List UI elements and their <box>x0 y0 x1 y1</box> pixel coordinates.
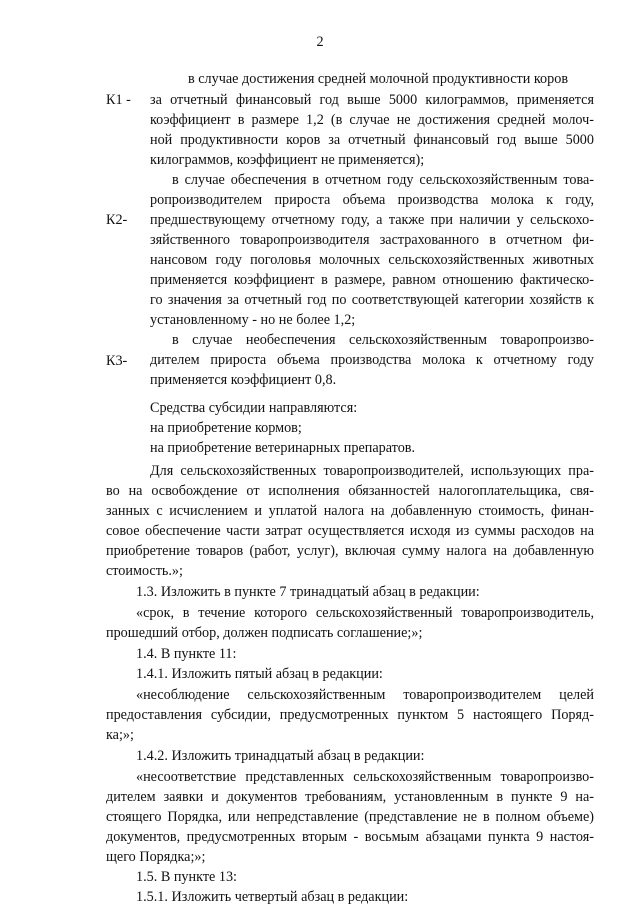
page-number: 2 <box>316 34 324 50</box>
k2-line: го значения за отчетный год по соответствующей категории хозяйств к <box>150 292 594 308</box>
body-line: 1.4.2. Изложить тринадцатый абзац в редакции: <box>136 748 425 764</box>
k1-label: К1 - <box>106 92 131 108</box>
k3-line: дителем прироста объема производства молока к отчетному году <box>150 352 594 368</box>
k1-line: ной продуктивности коров за отчетный финансовый год выше 5000 <box>150 132 594 148</box>
k1-line: коэффициент в размере 1,2 (в случае не достижения средней молоч- <box>150 112 594 128</box>
k2-line: зяйственного товаропроизводителя застрахованного в отчетном фи- <box>150 232 594 248</box>
body-line: «несоответствие представленных сельскохозяйственным товаропроизво- <box>136 769 594 785</box>
k3-line: применяется коэффициент 0,8. <box>150 372 337 388</box>
body-line: 1.3. Изложить в пункте 7 тринадцатый абзац в редакции: <box>136 584 480 600</box>
body-line: Для сельскохозяйственных товаропроизводителей, использующих пра- <box>150 463 594 479</box>
body-line: «несоблюдение сельскохозяйственным товаропроизводителем целей <box>136 687 594 703</box>
subsidy-line: на приобретение ветеринарных препаратов. <box>150 440 416 456</box>
body-line: 1.5.1. Изложить четвертый абзац в редакции: <box>136 889 409 905</box>
body-line: прошедший отбор, должен подписать соглашение;»; <box>106 625 423 641</box>
body-line: во на освобождение от исполнения обязанностей налогоплательщика, свя- <box>106 483 594 499</box>
k2-line: предшествующему отчетному году, а также при наличии у сельскохо- <box>150 212 594 228</box>
body-line: занных с исчислением и уплатой налога на добавленную стоимость, финан- <box>106 503 594 519</box>
k3-label: К3- <box>106 353 128 369</box>
body-line: документов, предусмотренных вторым - восьмым абзацами пункта 9 настоя- <box>106 829 594 845</box>
k1-line: в случае достижения средней молочной продуктивности коров <box>188 71 569 87</box>
body-line: «срок, в течение которого сельскохозяйственный товаропроизводитель, <box>136 605 594 621</box>
body-line: предоставления субсидии, предусмотренных пунктом 5 настоящего Поряд- <box>106 707 594 723</box>
k1-line: килограммов, коэффициент не применяется); <box>150 152 425 168</box>
k2-line: ропроизводителем прироста объема производства молока к году, <box>150 192 594 208</box>
body-line: ка;»; <box>106 727 134 743</box>
k2-line: нансовом году поголовья молочных сельскохозяйственных животных <box>150 252 594 268</box>
body-line: дителем заявки и документов требованиям, установленным в пункте 9 на- <box>106 789 594 805</box>
k3-line: в случае необеспечения сельскохозяйственным товаропроизво- <box>172 332 594 348</box>
body-line: совое обеспечение части затрат осуществляется исходя из суммы расходов на <box>106 523 594 539</box>
body-line: 1.4.1. Изложить пятый абзац в редакции: <box>136 666 383 682</box>
k2-label: К2- <box>106 212 128 228</box>
subsidy-line: Средства субсидии направляются: <box>150 400 358 416</box>
body-line: щего Порядка;»; <box>106 849 206 865</box>
body-line: приобретение товаров (работ, услуг), включая сумму налога на добавленную <box>106 543 594 559</box>
subsidy-line: на приобретение кормов; <box>150 420 302 436</box>
body-line: 1.5. В пункте 13: <box>136 869 237 885</box>
body-line: стоящего Порядка, или непредставление (представление не в полном объеме) <box>106 809 594 825</box>
body-line: 1.4. В пункте 11: <box>136 646 237 662</box>
body-line: стоимость.»; <box>106 563 183 579</box>
k2-line: применяется коэффициент в размере, равном отношению фактическо- <box>150 272 594 288</box>
k2-line: установленному - но не более 1,2; <box>150 312 356 328</box>
k1-line: за отчетный финансовый год выше 5000 килограммов, применяется <box>150 92 594 108</box>
k2-line: в случае обеспечения в отчетном году сельскохозяйственным това- <box>172 172 594 188</box>
